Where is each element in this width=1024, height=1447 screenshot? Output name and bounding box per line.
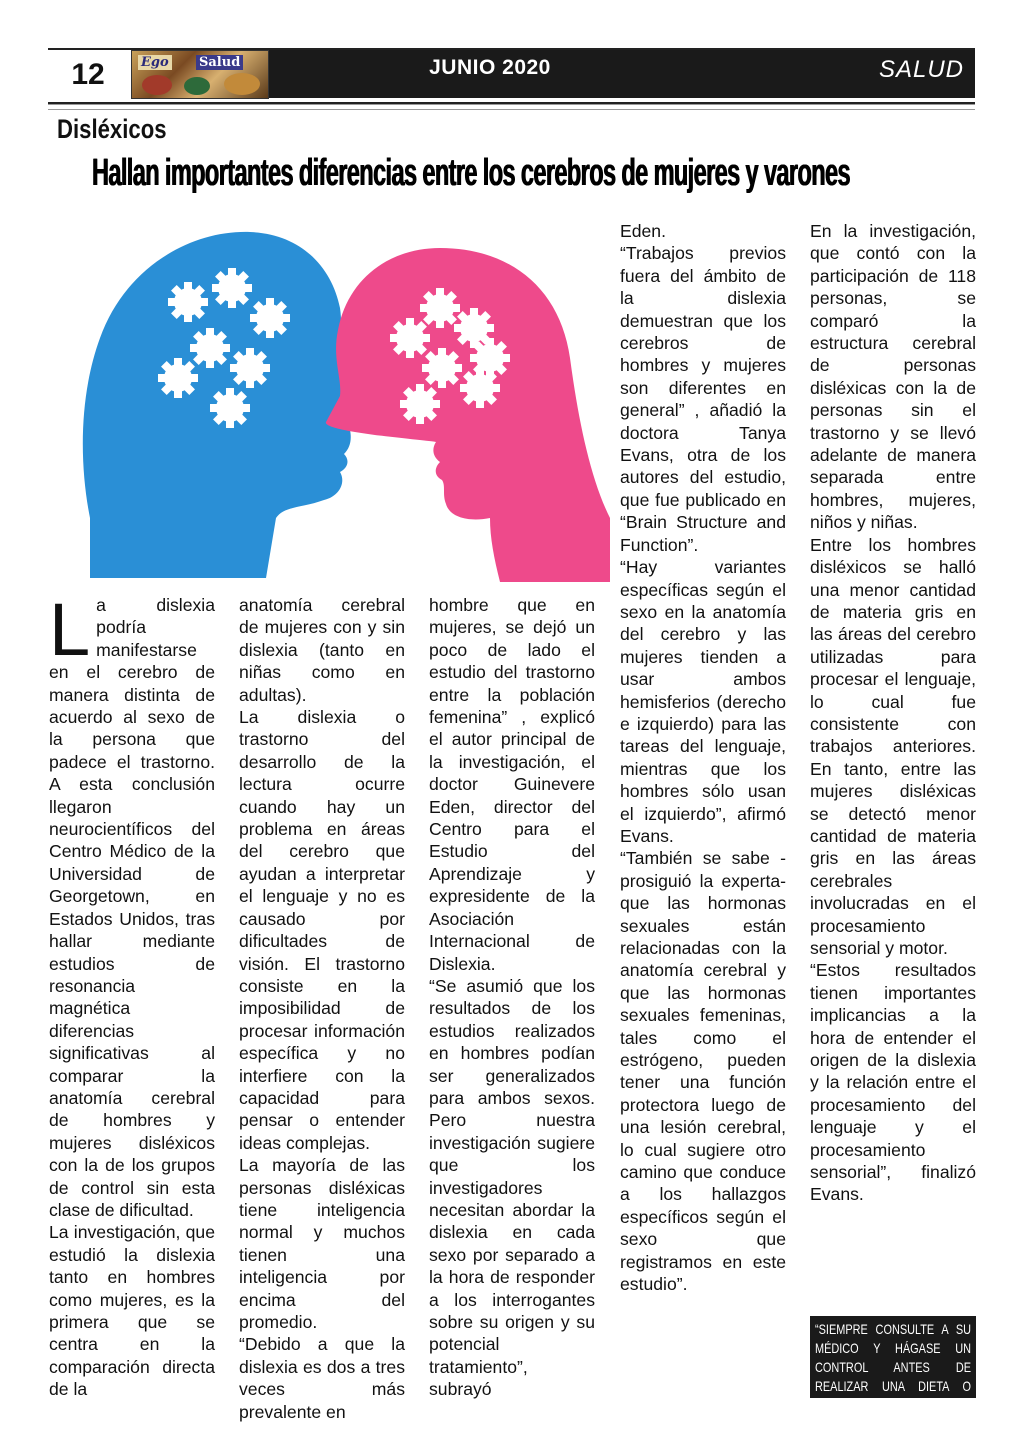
logo-text-right: Salud: [196, 55, 243, 70]
drop-cap: L: [49, 588, 91, 671]
paragraph: Eden.: [620, 221, 666, 241]
paragraph: hombre que en mujeres, se dejó un poco de lado el estudio del trastorno entre la población femenina” , explicó el autor principal de la investigación, el doctor Guinevere Eden, director del Centro para el Estudio del Aprendizaje y expresidente de la Asociación Internacional de Dislexia.: [429, 595, 595, 974]
paragraph: anatomía cerebral de mujeres con y sin dislexia (tanto en niñas como en adultas).: [239, 595, 405, 705]
article-column-4: [620, 220, 786, 1296]
paragraph: Entre los hombres disléxicos se halló una menor cantidad de materia gris en las áreas del cerebro utilizadas para procesar el lenguaje, lo cual fue consistente con trabajos anteriores. En tanto, entre las mujeres disléxicas se detectó menor cantidad de materia gris en las áreas cerebrales involucradas en el procesamiento sensorial y motor.: [810, 534, 976, 958]
callout-text: “SIEMPRE CONSULTE A SU MÉDICO Y HÁGASE UN CONTROL ANTES DE REALIZAR UNA DIETA O ACTIVADAD FÍSICA”: [815, 1321, 971, 1413]
paragraph: La mayoría de las personas disléxicas tiene inteligencia normal y muchos tienen una inteligencia por encima del promedio.: [239, 1155, 405, 1332]
issue-date: JUNIO 2020: [429, 56, 551, 79]
article-illustration: [70, 218, 610, 582]
paragraph: La dislexia o trastorno del desarrollo de la lectura ocurre cuando hay un problema en áreas del cerebro que ayudan a interpretar el lenguaje y no es causado por dificultades de visión. El trastorno consiste en la imposibilidad de procesar información específica y no interfiere con la capacidad para pensar o entender ideas complejas.: [239, 707, 405, 1153]
logo-image-shape: [142, 75, 172, 95]
paragraph: “Trabajos previos fuera del ámbito de la dislexia demuestran que los cerebros de hombres y mujeres son diferentes en general” , añadió la doctora Tanya Evans, otra de los autores del estudio, que fue publicado en “Brain Structure and Function”.: [620, 243, 786, 555]
article-column-1: [49, 588, 215, 1401]
paragraph: “Debido a que la dislexia es dos a tres veces más prevalente en: [239, 1334, 405, 1422]
article-kicker: Disléxicos: [57, 114, 167, 144]
paragraph: La investigación, que estudió la dislexia tanto en hombres como mujeres, es la primera que se centra en la comparación directa de la: [49, 1222, 215, 1400]
article-column-5: [810, 220, 976, 1206]
female-head-silhouette: [326, 248, 610, 582]
logo-image-shape: [184, 77, 210, 95]
paragraph: “Se asumió que los resultados de los estudios realizados en hombres podían ser generalizados para ambos sexos. Pero nuestra investigación sugiere que los investigadores necesitan abordar la dislexia en cada sexo por separado a la hora de responder a los interrogantes sobre su origen y su potencial tratamiento”, subrayó: [429, 975, 595, 1400]
header-divider: [48, 104, 975, 110]
paragraph: “También se sabe -prosiguió la experta- que las hormonas sexuales están relacionadas con la anatomía cerebral y que las hormonas sexuales femeninas, tales como el estrógeno, pueden tener una función protectora luego de una lesión cerebral, lo cual sugiere otro camino que conduce a los hallazgos específicos según el sexo que registramos en este estudio”.: [620, 848, 786, 1295]
article-headline: Hallan importantes diferencias entre los cerebros de mujeres y varones: [92, 152, 850, 194]
paragraph: “Hay variantes específicas según el sexo en la anatomía del cerebro y las mujeres tienden a usar ambos hemisferios (derecho e izquierdo) para las tareas del lenguaje, mientras que los hombres sólo usan el izquierdo”, afirmó Evans.: [620, 557, 786, 846]
article-column-3: [429, 594, 595, 1401]
page-number: 12: [48, 50, 128, 100]
health-advice-callout: [810, 1316, 976, 1413]
logo-image-shape: [224, 73, 260, 95]
logo-text-left: Ego: [138, 55, 172, 70]
paragraph: a dislexia podría manifestarse en el cerebro de manera distinta de acuerdo al sexo de la persona que padece el trastorno. A esta conclusión llegaron neurocientíficos del Centro Médico de la Universidad de Georgetown, en Estados Unidos, tras hallar mediante estudios de resonancia magnética diferencias significativas al comparar la anatomía cerebral de hombres y mujeres disléxicos con la de los grupos de control sin esta clase de dificultad.: [49, 595, 215, 1220]
section-name: SALUD: [878, 56, 964, 83]
publication-logo: [131, 50, 269, 99]
paragraph: En la investigación, que contó con la participación de 118 personas, se comparó la estructura cerebral de personas disléxicas con la de personas sin el trastorno y se llevó adelante de manera separada entre hombres, mujeres, niños y niñas.: [810, 221, 976, 533]
paragraph: “Estos resultados tienen importantes implicancias a la hora de entender el origen de la dislexia y la relación entre el procesamiento del lenguaje y el procesamiento sensorial”, finalizó Evans.: [810, 960, 976, 1205]
article-column-2: [239, 594, 405, 1423]
